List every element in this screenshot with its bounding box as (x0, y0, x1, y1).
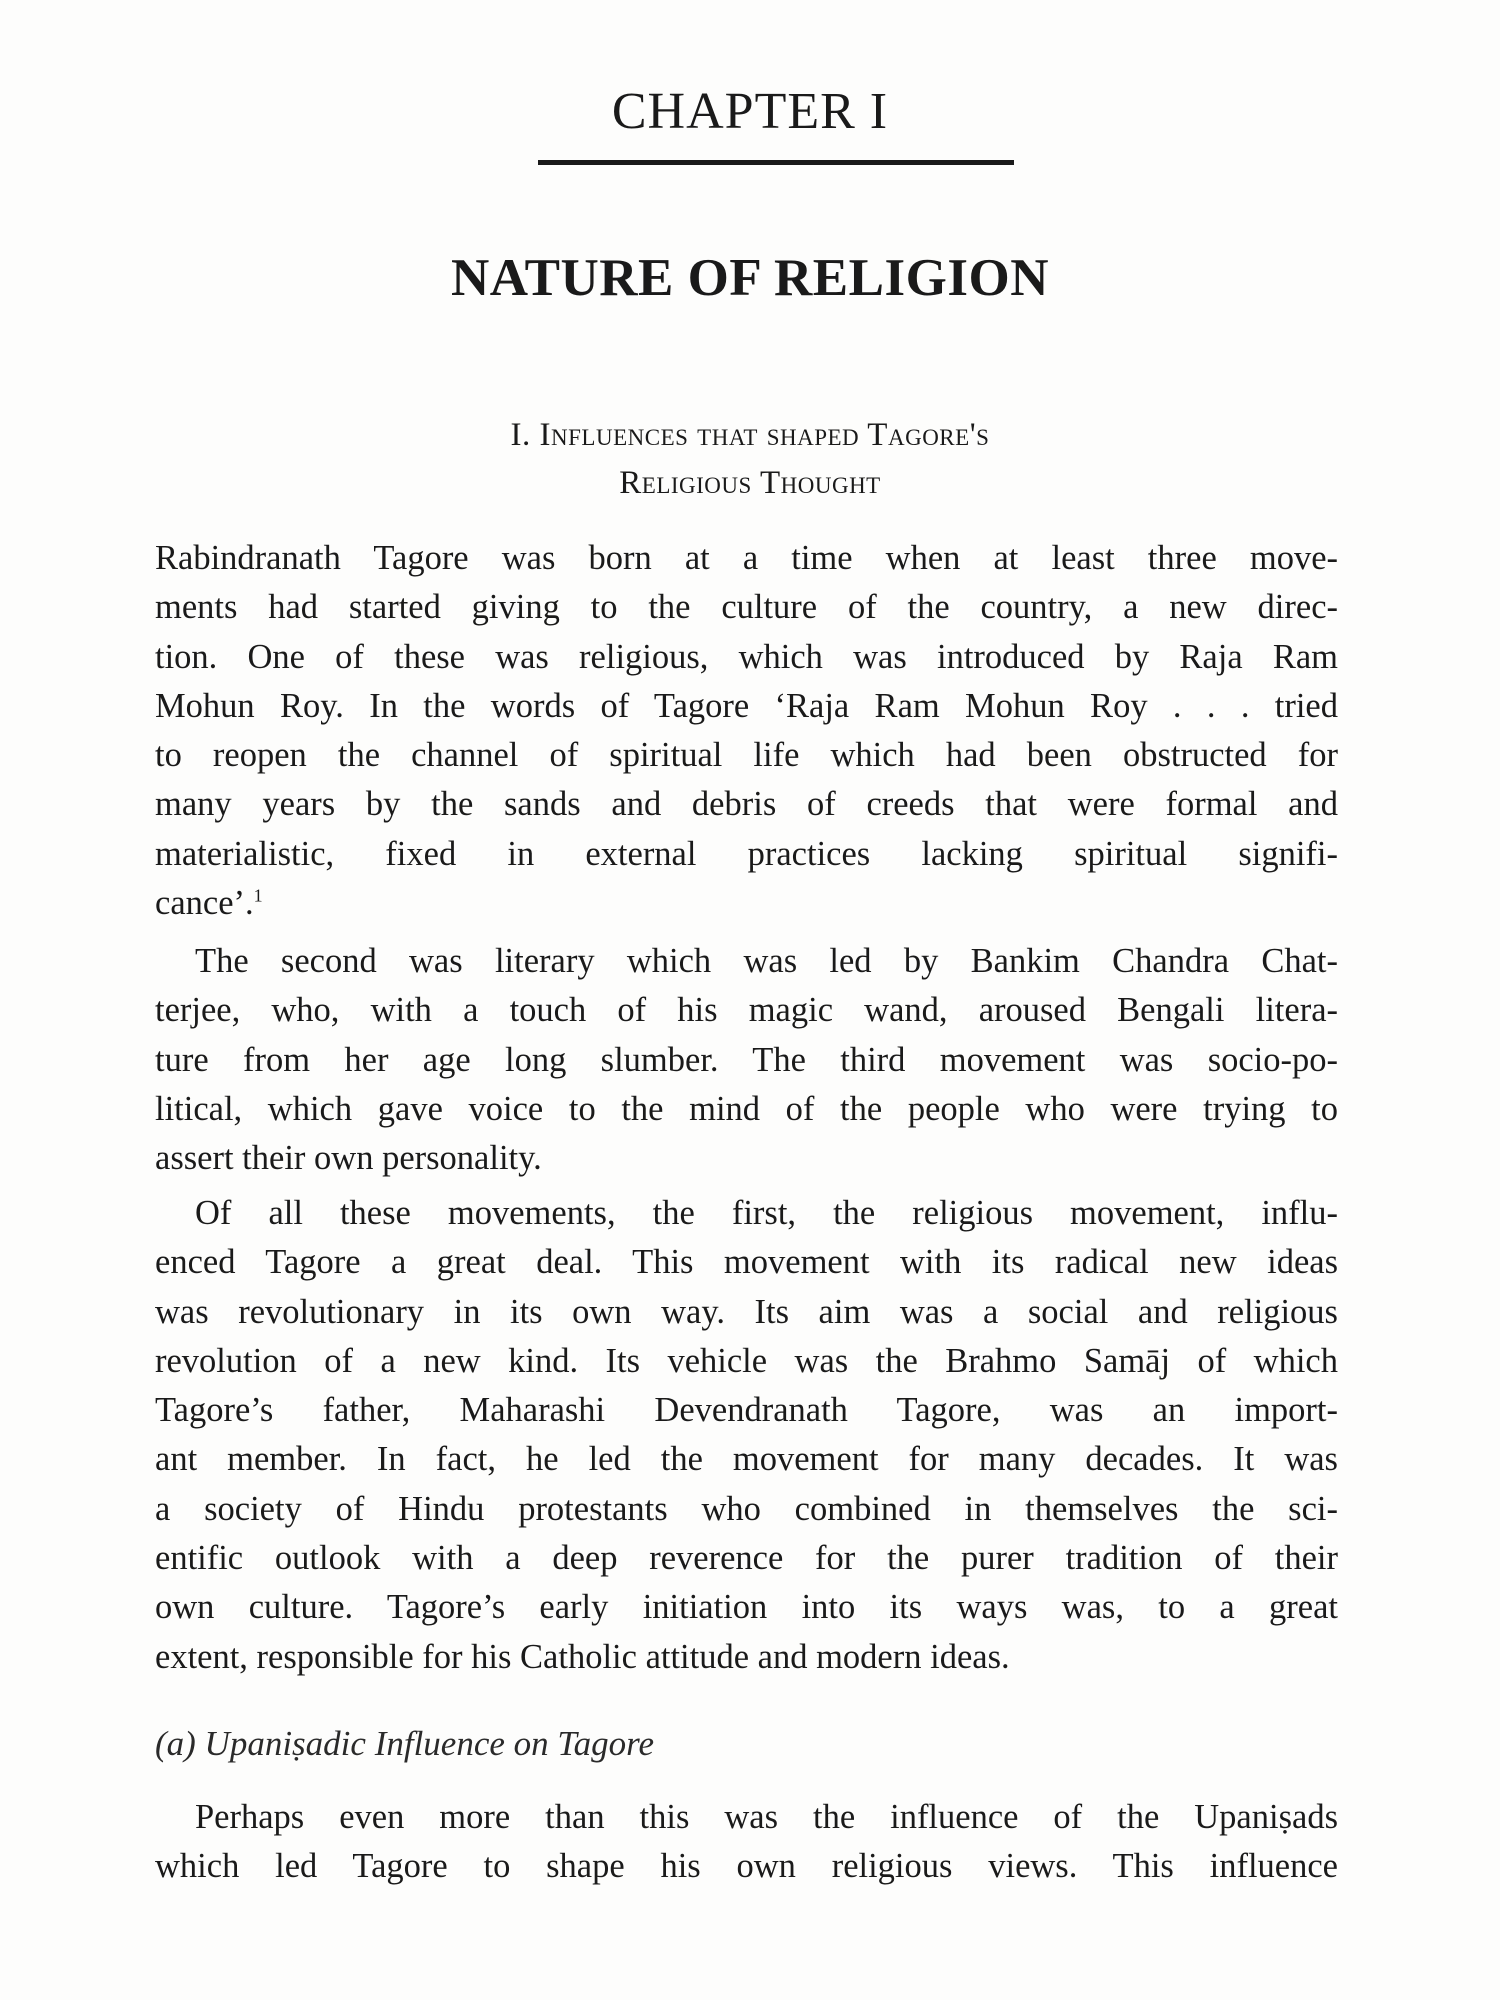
text-line: ant member. In fact, he led the movement for many decades. It was (155, 1440, 1338, 1479)
section-heading (0, 411, 1500, 507)
text-line: ture from her age long slumber. The third movement was socio-po- (155, 1040, 1338, 1079)
text-line: entific outlook with a deep reverence for the purer tradition of their (155, 1539, 1338, 1578)
text-line: assert their own personality. (155, 1139, 542, 1178)
text-line: enced Tagore a great deal. This movement with its radical new ideas (155, 1243, 1338, 1282)
text-line-last (155, 879, 1338, 928)
text-line: Rabindranath Tagore was born at a time when at least three move- (155, 539, 1338, 577)
text-line: cance’. (155, 884, 254, 923)
paragraph-1 (155, 534, 1338, 928)
paragraph-4 (155, 1793, 1338, 1892)
chapter-label: CHAPTER I (611, 83, 889, 140)
text-line: revolution of a new kind. Its vehicle was the Brahmo Samāj of which (155, 1341, 1338, 1380)
paragraph-2 (155, 937, 1338, 1183)
text-line: Mohun Roy. In the words of Tagore ‘Raja Ram Mohun Roy . . . tried (155, 686, 1338, 725)
paragraph-3 (155, 1189, 1338, 1682)
text-line: tion. One of these was religious, which was introduced by Raja Ram (155, 637, 1338, 676)
text-line: to reopen the channel of spiritual life which had been obstructed for (155, 736, 1338, 775)
text-line: ments had started giving to the culture of the country, a new direc- (155, 588, 1338, 627)
text-line: was revolutionary in its own way. Its aim was a social and religious (155, 1292, 1338, 1331)
text-line: The second was literary which was led by Bankim Chandra Chat- (195, 942, 1338, 980)
text-line: Tagore’s father, Maharashi Devendranath Tagore, was an import- (155, 1391, 1338, 1430)
text-line: extent, responsible for his Catholic attitude and modern ideas. (155, 1637, 1010, 1676)
text-line: Of all these movements, the first, the religious movement, influ- (195, 1194, 1338, 1232)
text-line: terjee, who, with a touch of his magic wand, aroused Bengali litera- (155, 991, 1338, 1030)
section-heading-line-1: I. Influences that shaped Tagore's (510, 417, 990, 453)
chapter-title: NATURE OF RELIGION (451, 249, 1049, 307)
text-line: litical, which gave voice to the mind of the people who were trying to (155, 1089, 1338, 1128)
text-line: Perhaps even more than this was the influence of the Upaniṣads (195, 1798, 1338, 1836)
sub-heading: (a) Upaniṣadic Influence on Tagore (155, 1724, 655, 1763)
section-heading-line-2: Religious Thought (619, 465, 881, 501)
text-line: which led Tagore to shape his own religious views. This influence (155, 1847, 1338, 1886)
chapter-rule (538, 160, 1014, 165)
text-line: materialistic, fixed in external practices lacking spiritual signifi- (155, 834, 1338, 873)
footnote-marker[interactable]: 1 (253, 885, 263, 906)
text-line: own culture. Tagore’s early initiation into its ways was, to a great (155, 1588, 1338, 1627)
text-line: a society of Hindu protestants who combined in themselves the sci- (155, 1489, 1338, 1528)
text-line: many years by the sands and debris of creeds that were formal and (155, 785, 1338, 824)
